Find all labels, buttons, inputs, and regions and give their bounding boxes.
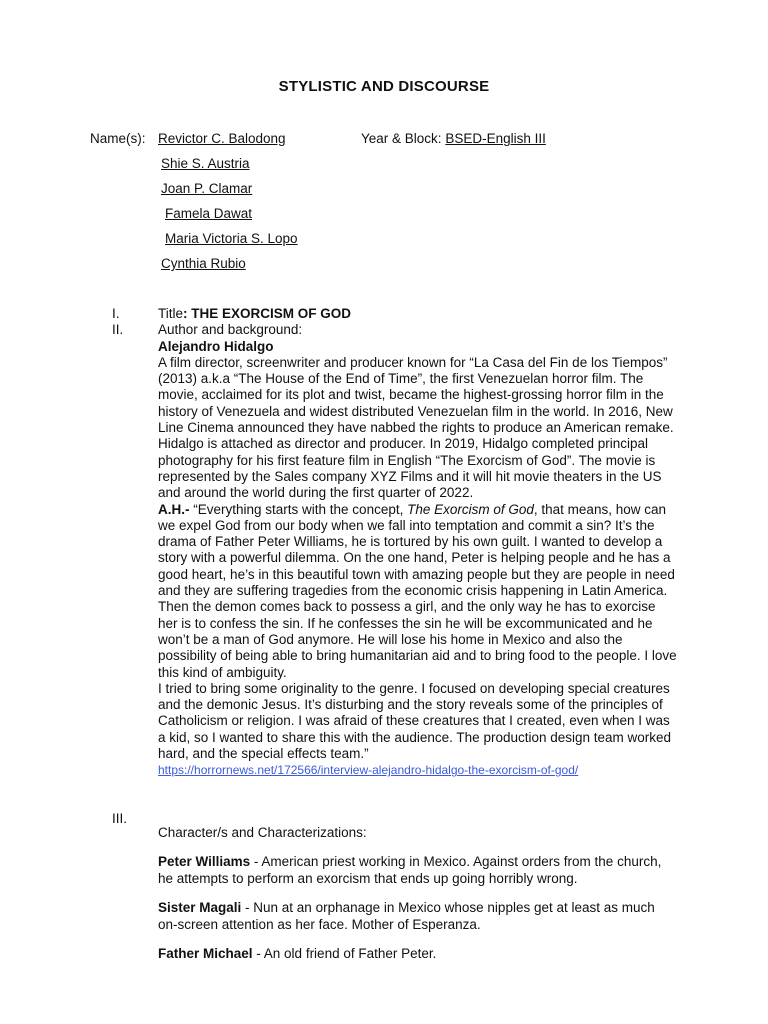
character-name: Peter Williams <box>158 854 251 870</box>
section-numeral-1: I. <box>112 306 120 321</box>
quote-rest: , that means, how can we expel God from our body when we fall into temptation and commit a sin? It’s the drama of Father Peter Williams, he is tortured by his own guilt. I wanted to develop a story with a powerful dilemma. On the one hand, Peter is helping people and he has a good heart, he’s in this beautiful town with amazing people but they are people in need and they are suffering tragedies from the economic crisis happening in Latin America. Then the demon comes back to possess a girl, and the only way he has to exorcise her is to confess the sin. If he confesses the sin he will be excommunicated and he won’t be a man of God anymore. He will lose his home in Mexico and also the possibility of being able to bring humanitarian aid and to bring food to the people. I love this kind of ambiguity. <box>158 501 677 680</box>
section-numeral-3: III. <box>112 811 128 826</box>
source-link[interactable]: https://horrornews.net/172566/interview-alejandro-hidalgo-the-exorcism-of-god/ <box>158 763 579 778</box>
film-title: : THE EXORCISM OF GOD <box>183 306 352 321</box>
title-label: Title <box>158 306 184 321</box>
character-desc: - An old friend of Father Peter. <box>252 946 437 962</box>
character-name: Sister Magali <box>158 900 242 916</box>
name-item: Joan P. Clamar <box>161 181 253 196</box>
quote-label: A.H.- <box>158 501 190 517</box>
document-title: STYLISTIC AND DISCOURSE <box>278 78 490 95</box>
name-item: Revictor C. Balodong <box>158 131 286 146</box>
name-item: Shie S. Austria <box>161 156 250 171</box>
character-entry <box>158 946 678 962</box>
section-title-line <box>158 306 678 322</box>
name-item: Famela Dawat <box>165 206 253 221</box>
character-name: Father Michael <box>158 946 253 962</box>
character-desc: - American priest working in Mexico. Against orders from the church, he attempts to perform an exorcism that ends up going horribly wrong. <box>158 854 662 886</box>
character-desc: - Nun at an orphanage in Mexico whose nipples get at least as much on-screen attention as her face. Mother of Esperanza. <box>158 900 655 932</box>
sections-1-2 <box>158 306 678 779</box>
name-item: Cynthia Rubio <box>161 256 246 271</box>
author-heading: Author and background: <box>158 322 303 338</box>
names-label: Name(s): <box>90 131 146 146</box>
year-block <box>361 131 546 146</box>
author-bio: A film director, screenwriter and producer known for “La Casa del Fin de los Tiempos” (2013) a.k.a “The House of the End of Time”, the first Venezuelan horror film. The movie, acclaimed for its plot and twist, became the highest-grossing horror film in the history of Venezuela and widest distributed Venezuelan film in the world. In 2016, New Line Cinema announced they have nabbed the rights to produce an American remake. Hidalgo is attached as director and producer. In 2019, Hidalgo completed principal photography for his first feature film in English “The Exorcism of God”. The movie is represented by the Sales company XYZ Films and it will hit movie theaters in the US and around the world during the first quarter of 2022. <box>158 354 674 501</box>
author-quote <box>158 502 678 681</box>
quote-paragraph-2: I tried to bring some originality to the genre. I focused on developing special creatures and the demonic Jesus. It’s disturbing and the story reveals some of the principles of Catholicism or religion. I was afraid of these creatures that I created, even when I was a kid, so I wanted to share this with the audience. The production design team worked hard, and the special effects team.” <box>158 680 672 762</box>
author-name: Alejandro Hidalgo <box>158 338 274 354</box>
year-block-value: BSED-English III <box>445 131 546 146</box>
character-entry <box>158 900 678 933</box>
characters-heading: Character/s and Characterizations: <box>158 824 367 840</box>
character-entry <box>158 854 678 887</box>
name-item: Maria Victoria S. Lopo <box>165 231 298 246</box>
quote-start: “Everything starts with the concept, <box>189 501 408 517</box>
quote-title: The Exorcism of God <box>407 501 534 517</box>
year-block-label: Year & Block: <box>361 131 442 146</box>
section-numeral-2: II. <box>112 322 124 337</box>
section-3 <box>158 811 678 976</box>
